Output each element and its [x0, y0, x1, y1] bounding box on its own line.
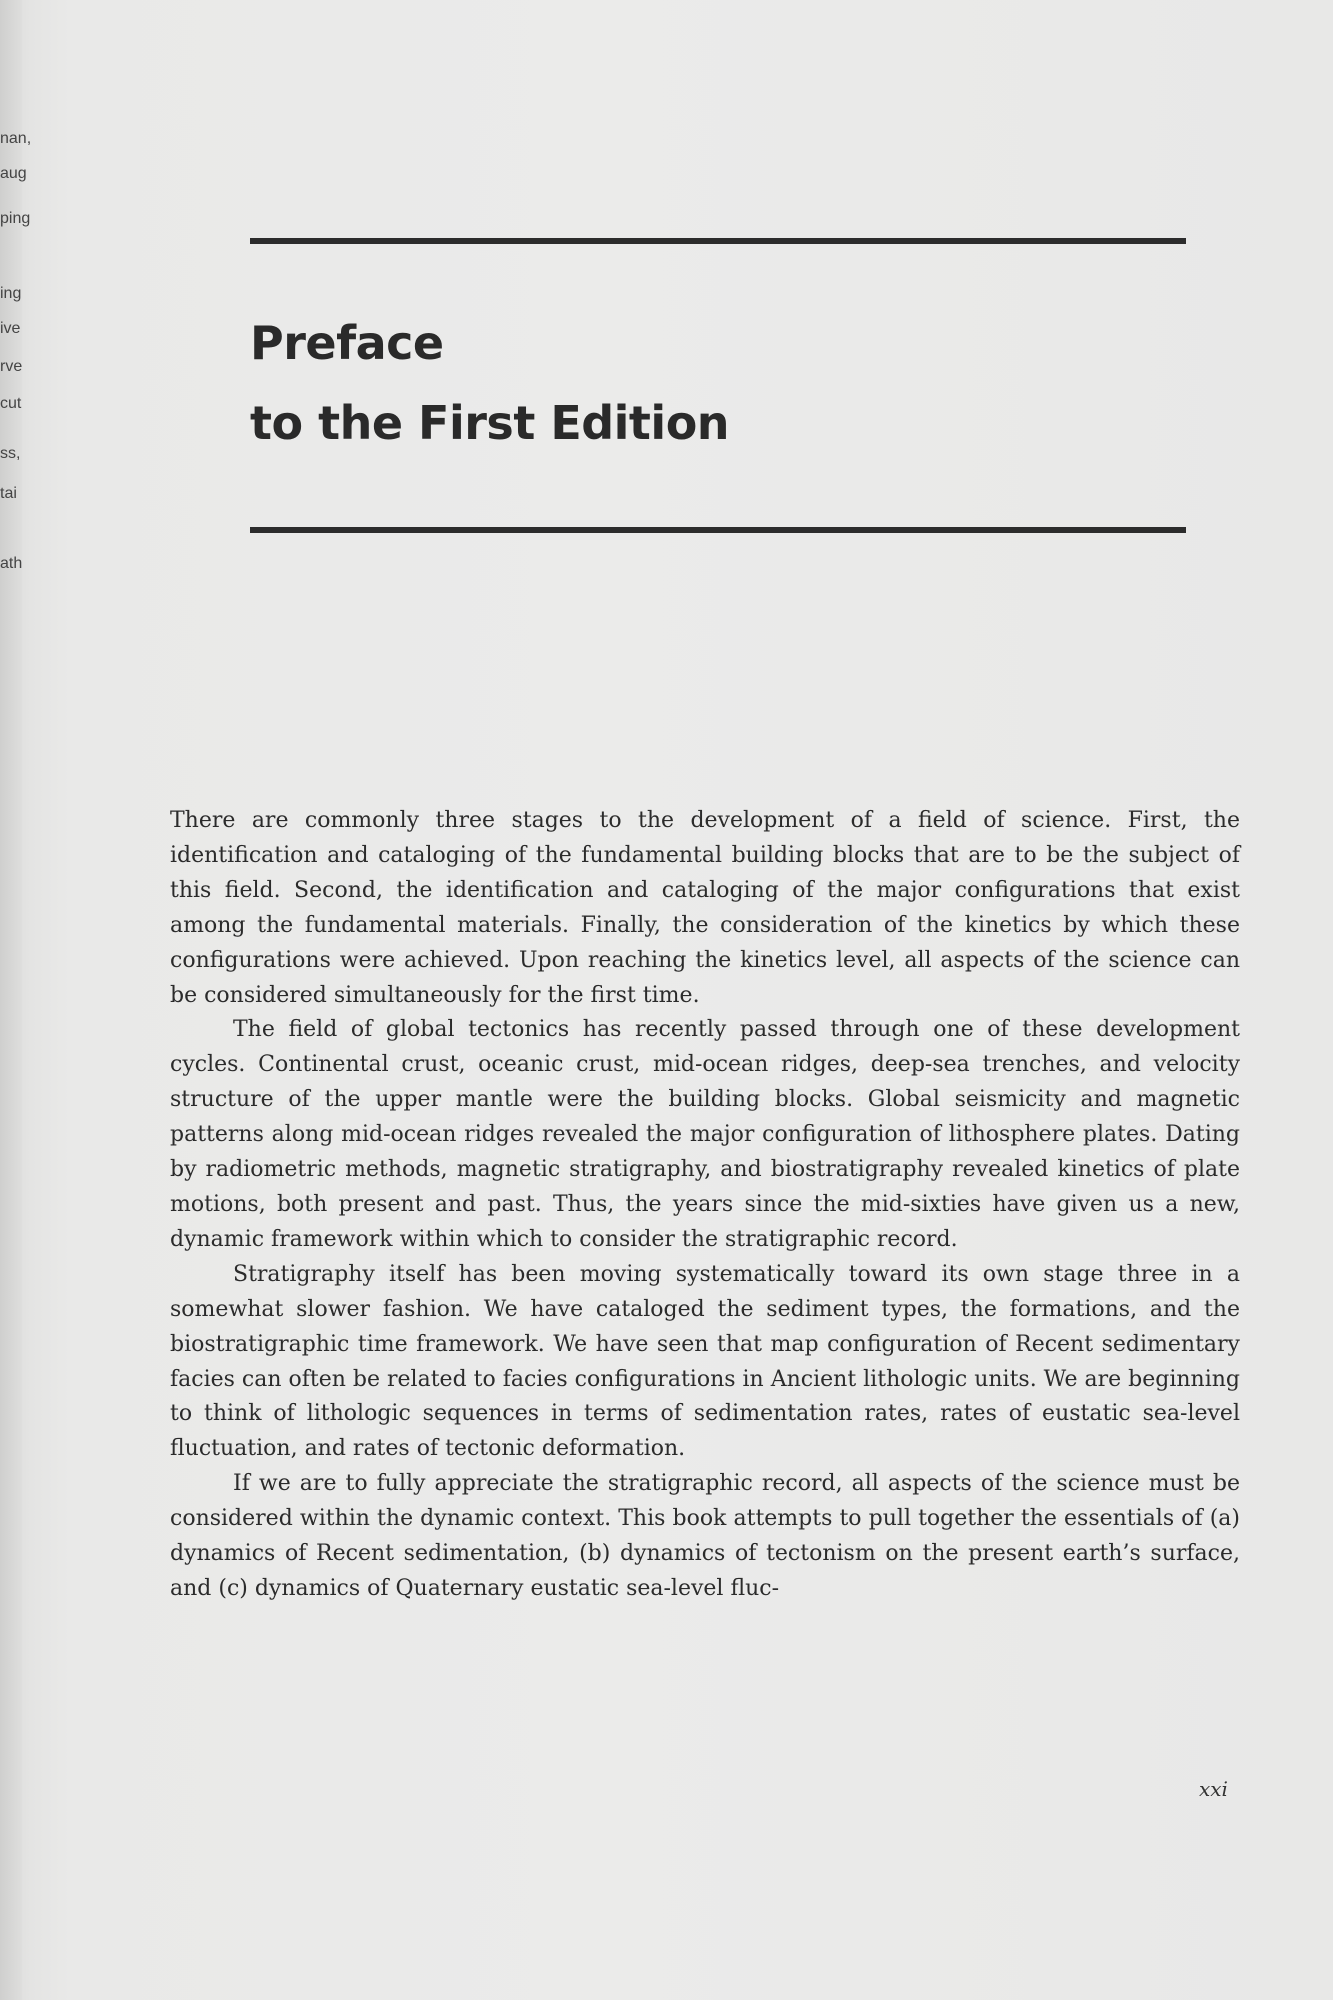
paragraph-2: The field of global tectonics has recently passed through one of these development cycles. Continental crust, oceanic crust, mid-ocean ridges, deep-sea trenches, and velocity structure of the upper mantle were the building blocks. Global seismicity and magnetic patterns along mid-ocean ridges revealed the major configuration of lithosphere plates. Dating by radiometric methods, magnetic stratigraphy, and biostratigraphy revealed kinetics of plate motions, both present and past. Thus, the years since the mid-sixties have given us a new, dynamic framework within which to consider the stratigraphic record. — [170, 1017, 1240, 1252]
edge-fragment: cut — [0, 395, 22, 412]
edge-fragment: ing — [0, 285, 22, 302]
title-line-1: Preface — [250, 316, 444, 370]
edge-fragment: ping — [0, 210, 31, 227]
edge-fragment: ss, — [0, 445, 21, 462]
page-number: xxi — [1199, 1777, 1228, 1801]
page-title — [250, 303, 729, 463]
edge-fragment: rve — [0, 358, 23, 375]
preface-body — [170, 804, 1240, 1607]
paragraph-3: Stratigraphy itself has been moving systematically toward its own stage three in a somewhat slower fashion. We have cataloged the sediment types, the formations, and the biostratigraphic time framework. We have seen that map configuration of Recent sedimentary facies can often be related to facies configurations in Ancient lithologic units. We are beginning to think of lithologic sequences in terms of sedimentation rates, rates of eustatic sea-level fluctuation, and rates of tectonic deformation. — [170, 1261, 1241, 1462]
edge-fragment: ive — [0, 320, 21, 337]
heading-rule-bottom — [250, 527, 1186, 533]
edge-fragment: aug — [0, 165, 27, 182]
edge-fragment: nan, — [0, 130, 32, 147]
paragraph-4: If we are to fully appreciate the stratigraphic record, all aspects of the science must be considered within the dynamic context. This book attempts to pull together the essentials of (a) dynamics of Recent sedimentation, (b) dynamics of tectonism on the present earth’s surface, and (c) dynamics of Quaternary eustatic sea-level fluc- — [170, 1471, 1240, 1601]
heading-rule-top — [250, 238, 1186, 244]
edge-fragment: tai — [0, 485, 17, 502]
edge-fragment: ath — [0, 555, 23, 572]
title-line-2: to the First Edition — [250, 396, 730, 450]
paragraph-1: There are commonly three stages to the development of a field of science. First, the identification and cataloging of the fundamental building blocks that are to be the subject of this field. Second, the identification and cataloging of the major configurations that exist among the fundamental materials. Finally, the consideration of the kinetics by which these configurations were achieved. Upon reaching the kinetics level, all aspects of the science can be considered simultaneously for the first time. — [170, 808, 1240, 1008]
